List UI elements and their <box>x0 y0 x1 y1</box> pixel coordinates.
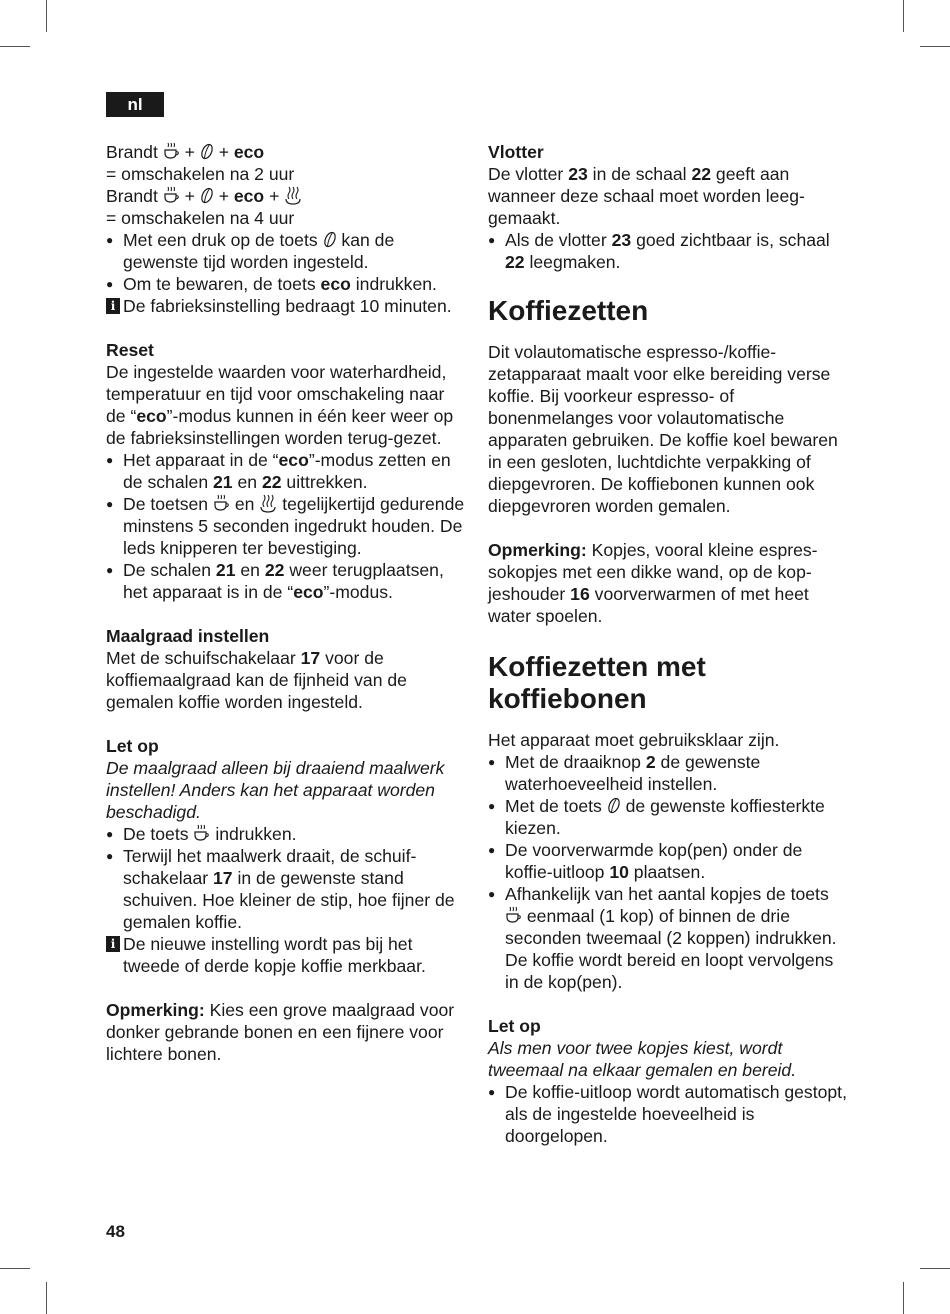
reset-paragraph: De ingestelde waarden voor waterhardheid, temperatuur en tijd voor omschakeling naar de “eco”-modus kunnen in één keer weer op de fabrieksinstellingen worden terug-gezet. <box>106 362 454 448</box>
language-tag: nl <box>106 92 164 117</box>
list-item: ● Met een druk op de toets kan de gewenste tijd worden ingesteld. <box>106 229 468 273</box>
coffee-cup-icon <box>213 494 230 512</box>
list-item: ● De voorverwarmde kop(pen) onder de koffie-uitloop 10 plaatsen. <box>488 839 850 883</box>
info-icon: i <box>106 298 120 314</box>
list-item: ● Om te bewaren, de toets eco indrukken. <box>106 273 468 295</box>
section-heading-reset: Reset <box>106 340 154 360</box>
list-item: ● Het apparaat in de “eco”-modus zetten en de schalen 21 en 22 uittrekken. <box>106 449 468 493</box>
crop-mark <box>903 0 904 32</box>
crop-mark <box>903 1282 904 1314</box>
info-note: i De nieuwe instelling wordt pas bij het tweede of derde kopje koffie merkbaar. <box>106 933 468 977</box>
section-heading-float: Vlotter <box>488 142 544 162</box>
coffee-bean-icon <box>323 230 337 249</box>
crop-mark <box>0 46 30 47</box>
remark-paragraph: Opmerking: Kopjes, vooral kleine espres-sokopjes met een dikke wand, op de kop-jeshouder 16 voorverwarmen of met heet water spoelen. <box>488 540 818 626</box>
bonen-paragraph: Het apparaat moet gebruiksklaar zijn. <box>488 730 780 750</box>
list-item: ● Afhankelijk van het aantal kopjes de toets eenmaal (1 kop) of binnen de drie seconden tweemaal (2 koppen) indrukken. De koffie wordt bereid en loopt vervolgens in de kop(pen). <box>488 883 850 993</box>
note-text: De maalgraad alleen bij draaiend maalwerk instellen! Anders kan het apparaat worden beschadigd. <box>106 758 445 822</box>
heading-koffiebonen: Koffiezetten met koffiebonen <box>488 651 706 714</box>
crop-mark <box>920 46 950 47</box>
info-note: i De fabrieksinstelling bedraagt 10 minuten. <box>106 295 468 317</box>
list-item: ● De koffie-uitloop wordt automatisch gestopt, als de ingestelde hoeveelheid is doorgelopen. <box>488 1081 850 1147</box>
crop-mark <box>920 1268 950 1269</box>
brandt-result-2: = omschakelen na 4 uur <box>106 208 295 228</box>
right-column <box>488 141 850 1147</box>
coffee-bean-icon <box>607 796 621 815</box>
coffee-cup-icon <box>193 824 210 842</box>
list-item: ● De toetsen en tegelijkertijd gedurende minstens 5 seconden ingedrukt houden. De leds knipperen ter bevestiging. <box>106 493 468 559</box>
crop-mark <box>46 0 47 32</box>
note-heading: Let op <box>106 736 159 756</box>
heading-koffiezetten: Koffiezetten <box>488 295 649 326</box>
page-number: 48 <box>106 1222 125 1241</box>
coffee-cup-icon <box>163 186 180 204</box>
note-text: Als men voor twee kopjes kiest, wordt tweemaal na elkaar gemalen en bereid. <box>488 1038 797 1080</box>
steam-icon <box>284 186 302 205</box>
info-icon: i <box>106 936 120 952</box>
list-item: ● De toets indrukken. <box>106 823 468 845</box>
list-item: ● Met de toets de gewenste koffiesterkte kiezen. <box>488 795 850 839</box>
coffee-bean-icon <box>200 186 214 205</box>
grind-paragraph: Met de schuifschakelaar 17 voor de koffiemaalgraad kan de fijnheid van de gemalen koffie worden ingesteld. <box>106 648 407 712</box>
list-item: ● Met de draaiknop 2 de gewenste waterhoeveelheid instellen. <box>488 751 850 795</box>
list-item: ● Als de vlotter 23 goed zichtbaar is, schaal 22 leegmaken. <box>488 229 850 273</box>
brandt-line-1: Brandt + + eco <box>106 142 265 162</box>
coffee-cup-icon <box>163 142 180 160</box>
brandt-line-2: Brandt + + eco + <box>106 185 468 207</box>
float-paragraph: De vlotter 23 in de schaal 22 geeft aan wanneer deze schaal moet worden leeg-gemaakt. <box>488 164 805 228</box>
list-item: ● De schalen 21 en 22 weer terugplaatsen, het apparaat is in de “eco”-modus. <box>106 559 468 603</box>
coffee-bean-icon <box>200 142 214 161</box>
list-item: ● Terwijl het maalwerk draait, de schuif-schakelaar 17 in de gewenste stand schuiven. Hoe kleiner de stip, hoe fijner de gemalen koffie. <box>106 845 468 933</box>
coffee-cup-icon <box>505 906 522 924</box>
brandt-result-1: = omschakelen na 2 uur <box>106 164 295 184</box>
remark-paragraph: Opmerking: Kies een grove maalgraad voor donker gebrande bonen en een fijnere voor lichtere bonen. <box>106 1000 455 1064</box>
note-heading: Let op <box>488 1016 541 1036</box>
koffiezetten-paragraph: Dit volautomatische espresso-/koffie-zetapparaat maalt voor elke bereiding verse koffie. Bij voorkeur espresso- of bonenmelanges voor volautomatische apparaten gebruiken. De koffie koel bewaren in een gesloten, luchtdichte verpakking of diepgevroren. De koffiebonen kunnen ook diepgevroren worden gemalen. <box>488 342 838 516</box>
left-column <box>106 141 468 1065</box>
crop-mark <box>0 1268 30 1269</box>
steam-icon <box>259 494 277 513</box>
crop-mark <box>46 1282 47 1314</box>
section-heading-grind: Maalgraad instellen <box>106 626 270 646</box>
